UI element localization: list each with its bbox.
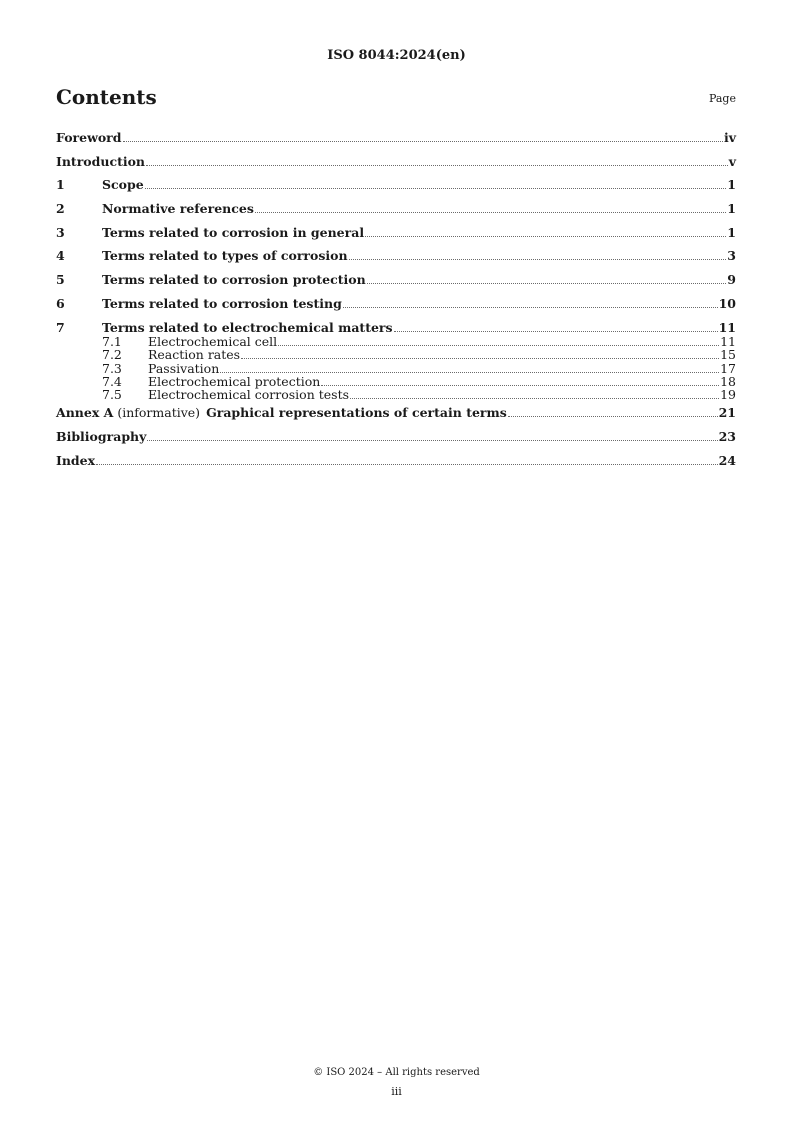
toc-entry-title: Terms related to corrosion protection [102, 272, 366, 288]
toc-entry-page: 3 [727, 248, 736, 264]
toc-entry-page: 18 [720, 373, 736, 389]
toc-entry-foreword[interactable] [56, 130, 736, 154]
subclause-number: 7.2 [102, 347, 122, 363]
toc-entry-page: 1 [727, 201, 736, 217]
subclause-number: 7.3 [102, 360, 122, 376]
toc-entry-clause-5[interactable] [56, 272, 736, 296]
toc-entry-page: 15 [720, 347, 736, 363]
toc-entry-clause-4[interactable] [56, 248, 736, 272]
toc-entry-subclause-7-4[interactable] [56, 375, 736, 388]
toc-entry-page: 17 [720, 360, 736, 376]
toc-entry-clause-1[interactable] [56, 177, 736, 201]
dot-leader [123, 141, 723, 142]
toc-entry-title: Electrochemical cell [148, 334, 278, 350]
toc-entry-page: v [728, 153, 736, 169]
toc-entry-page: 19 [720, 386, 736, 402]
toc-entry-title: Terms related to electrochemical matters [102, 319, 393, 335]
dot-leader [394, 331, 718, 332]
toc-entry-subclause-7-5[interactable] [56, 388, 736, 401]
toc-entry-title: Terms related to corrosion testing [102, 295, 342, 311]
dot-leader [367, 283, 727, 284]
subclause-number: 7.5 [102, 386, 122, 402]
toc-entry-page: 23 [718, 428, 736, 444]
toc-entry-page: 10 [718, 295, 736, 311]
toc-entry-annex-a[interactable] [56, 405, 736, 429]
dot-leader [278, 345, 719, 346]
dot-leader [508, 416, 718, 417]
toc-entry-title: Graphical representations of certain terms [206, 405, 507, 421]
toc-entry-page: iv [723, 130, 736, 145]
toc-entry-title: Bibliography [56, 428, 147, 444]
dot-leader [96, 464, 718, 465]
toc-entry-title: Passivation [148, 360, 220, 376]
toc-entry-page: 24 [718, 452, 736, 468]
clause-number: 3 [56, 224, 65, 240]
clause-number: 4 [56, 248, 65, 264]
page-title: Contents [56, 85, 157, 109]
toc-entry-title: Introduction [56, 153, 146, 169]
table-of-contents [56, 130, 736, 476]
toc-entry-title: Electrochemical protection [148, 373, 321, 389]
subclause-number: 7.1 [102, 334, 122, 350]
dot-leader [350, 398, 719, 399]
toc-entry-clause-6[interactable] [56, 296, 736, 320]
toc-entry-page: 11 [718, 319, 736, 335]
toc-entry-index[interactable] [56, 453, 736, 477]
dot-leader [255, 212, 726, 213]
annex-label: Annex A [56, 405, 114, 421]
dot-leader [147, 440, 717, 441]
toc-entry-title: Terms related to types of corrosion [102, 248, 348, 264]
clause-number: 5 [56, 272, 65, 288]
toc-entry-title: Scope [102, 177, 144, 193]
page-column-label: Page [708, 92, 736, 105]
toc-entry-title: Reaction rates [148, 347, 241, 363]
toc-entry-page: 11 [720, 334, 736, 350]
toc-entry-clause-2[interactable] [56, 201, 736, 225]
dot-leader [146, 165, 728, 166]
dot-leader [321, 385, 719, 386]
toc-entry-subclause-7-2[interactable] [56, 348, 736, 361]
toc-entry-page: 1 [727, 177, 736, 193]
toc-entry-page: 21 [718, 405, 736, 421]
clause-number: 7 [56, 319, 65, 335]
toc-entry-title: Normative references [102, 201, 254, 217]
toc-entry-title: Foreword [56, 130, 122, 145]
clause-number: 6 [56, 295, 65, 311]
document-id: ISO 8044:2024(en) [327, 48, 466, 63]
toc-entry-page: 9 [727, 272, 736, 288]
clause-number: 2 [56, 201, 65, 217]
toc-entry-title: Electrochemical corrosion tests [148, 386, 350, 402]
toc-entry-clause-3[interactable] [56, 225, 736, 249]
dot-leader [349, 259, 727, 260]
dot-leader [343, 307, 718, 308]
annex-kind: (informative) [117, 405, 201, 421]
page-number: iii [391, 1085, 402, 1098]
toc-entry-title: Terms related to corrosion in general [102, 224, 365, 240]
toc-entry-page: 1 [727, 224, 736, 240]
toc-entry-introduction[interactable] [56, 154, 736, 178]
dot-leader [145, 188, 727, 189]
copyright-notice: © ISO 2024 – All rights reserved [313, 1067, 480, 1078]
toc-entry-subclause-7-3[interactable] [56, 362, 736, 375]
toc-entry-bibliography[interactable] [56, 429, 736, 453]
clause-number: 1 [56, 177, 65, 193]
dot-leader [220, 372, 719, 373]
toc-entry-title: Index [56, 452, 96, 468]
dot-leader [365, 236, 726, 237]
subclause-number: 7.4 [102, 373, 122, 389]
dot-leader [241, 358, 719, 359]
